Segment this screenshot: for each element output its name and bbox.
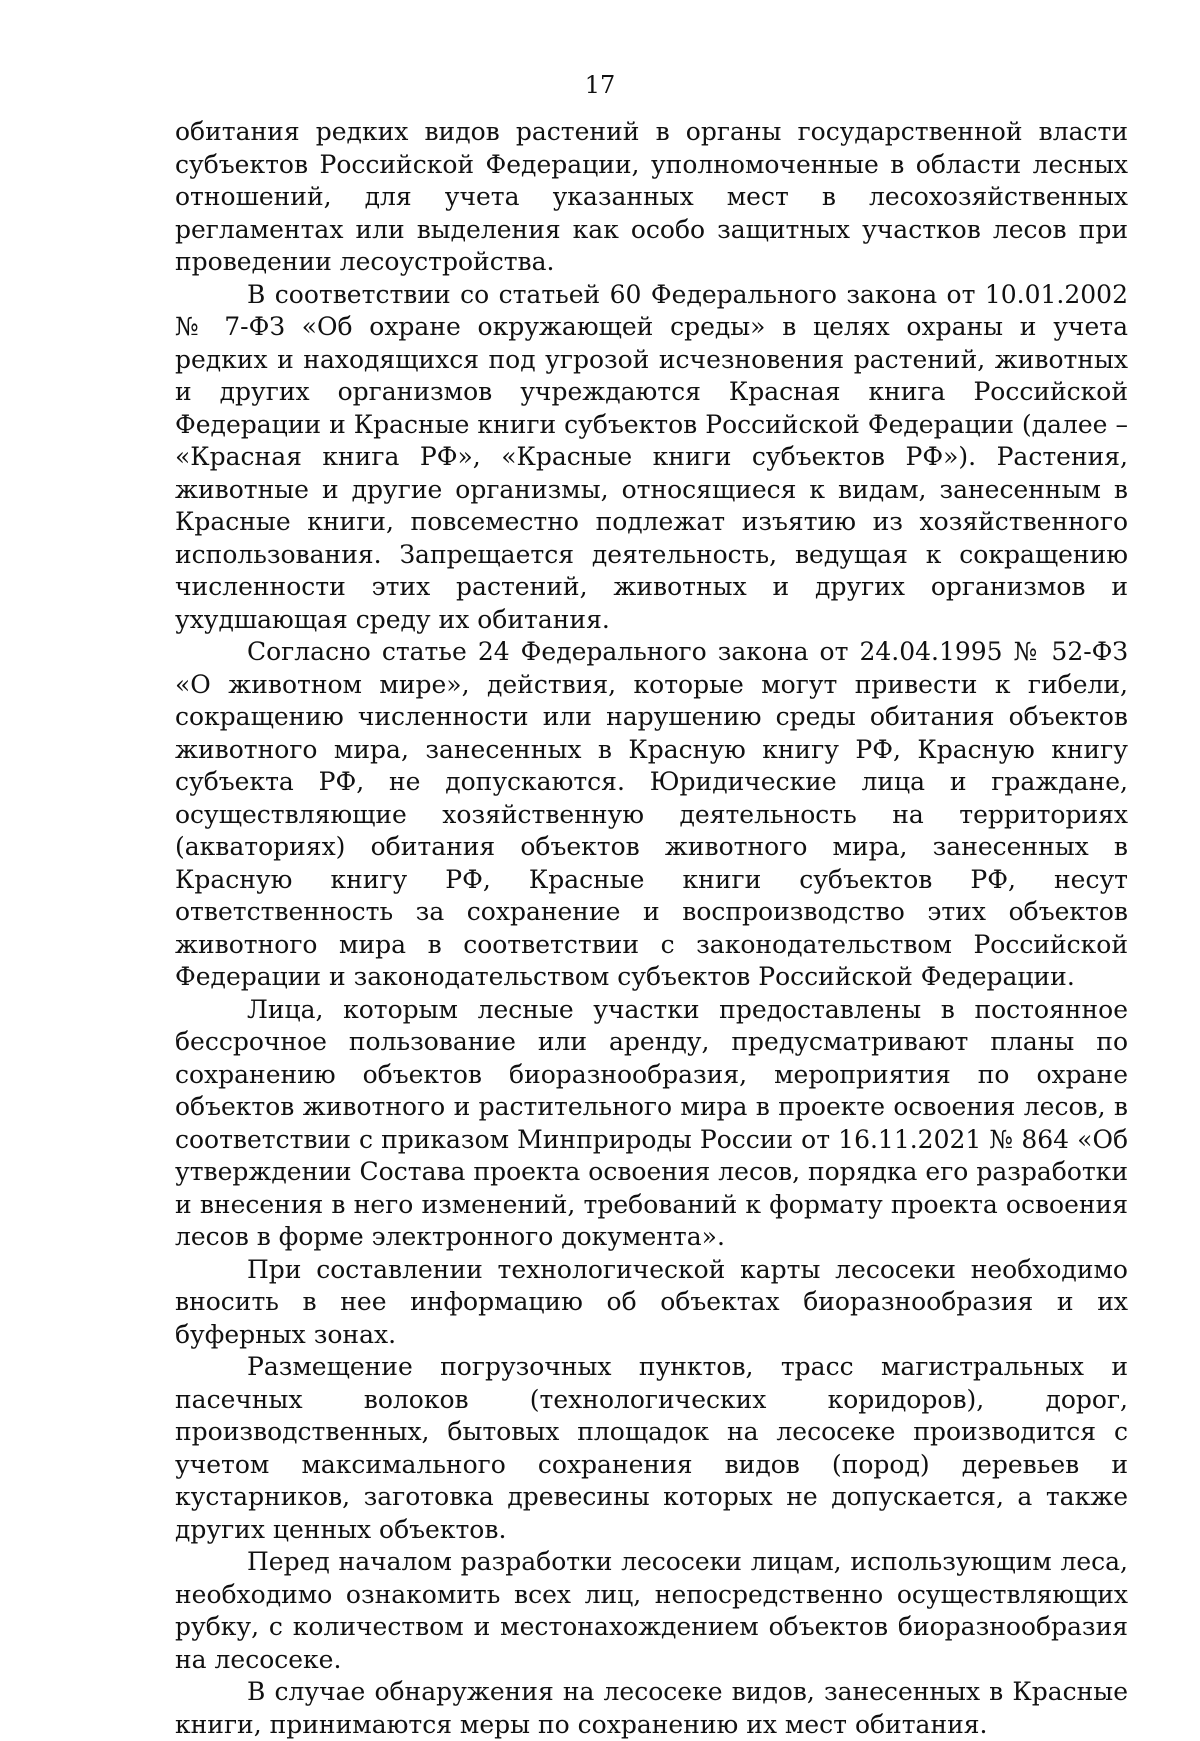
document-body	[175, 116, 1128, 1741]
paragraph-loading-points: Размещение погрузочных пунктов, трасс магистральных и пасечных волоков (технологических коридоров), дорог, производственных, бытовых площадок на лесосеке производится с учетом максимального сохранения видов (пород) деревьев и кустарников, заготовка древесины которых не допускается, а также других ценных объектов.	[175, 1352, 1128, 1544]
paragraph-habitat-protection: В случае обнаружения на лесосеке видов, занесенных в Красные книги, принимаются меры по сохранению их мест обитания.	[175, 1677, 1128, 1739]
paragraph-red-book-law: В соответствии со статьей 60 Федерального закона от 10.01.2002 № 7-ФЗ «Об охране окружающей среды» в целях охраны и учета редких и находящихся под угрозой исчезновения растений, животных и других организмов учреждаются Красная книга Российской Федерации и Красные книги субъектов Российской Федерации (далее – «Красная книга РФ», «Красные книги субъектов РФ»). Растения, животные и другие организмы, относящиеся к видам, занесенным в Красные книги, повсеместно подлежат изъятию из хозяйственного использования. Запрещается деятельность, ведущая к сокращению численности этих растений, животных и других организмов и ухудшающая среду их обитания.	[175, 279, 1128, 634]
paragraph-continuation: обитания редких видов растений в органы государственной власти субъектов Российской Федерации, уполномоченные в области лесных отношений, для учета указанных мест в лесохозяйственных регламентах или выделения как особо защитных участков лесов при проведении лесоустройства.	[175, 117, 1128, 276]
paragraph-briefing: Перед началом разработки лесосеки лицам, использующим леса, необходимо ознакомить всех лиц, непосредственно осуществляющих рубку, с количеством и местонахождением объектов биоразнообразия на лесосеке.	[175, 1547, 1128, 1674]
paragraph-forest-development-project: Лица, которым лесные участки предоставлены в постоянное бессрочное пользование или аренду, предусматривают планы по сохранению объектов биоразнообразия, мероприятия по охране объектов животного и растительного мира в проекте освоения лесов, в соответствии с приказом Минприроды России от 16.11.2021 № 864 «Об утверждении Состава проекта освоения лесов, порядка его разработки и внесения в него изменений, требований к формату проекта освоения лесов в форме электронного документа».	[175, 994, 1128, 1251]
paragraph-animal-world-law: Согласно статье 24 Федерального закона от 24.04.1995 № 52-ФЗ «О животном мире», действия, которые могут привести к гибели, сокращению численности или нарушению среды обитания объектов животного мира, занесенных в Красную книгу РФ, Красную книгу субъекта РФ, не допускаются. Юридические лица и граждане, осуществляющие хозяйственную деятельность на территориях (акваториях) обитания объектов животного мира, занесенных в Красную книгу РФ, Красные книги субъектов РФ, несут ответственность за сохранение и воспроизводство этих объектов животного мира в соответствии с законодательством Российской Федерации и законодательством субъектов Российской Федерации.	[175, 637, 1128, 991]
paragraph-technological-map: При составлении технологической карты лесосеки необходимо вносить в нее информацию об объектах биоразнообразия и их буферных зонах.	[175, 1254, 1128, 1349]
page-number: 17	[584, 71, 616, 99]
